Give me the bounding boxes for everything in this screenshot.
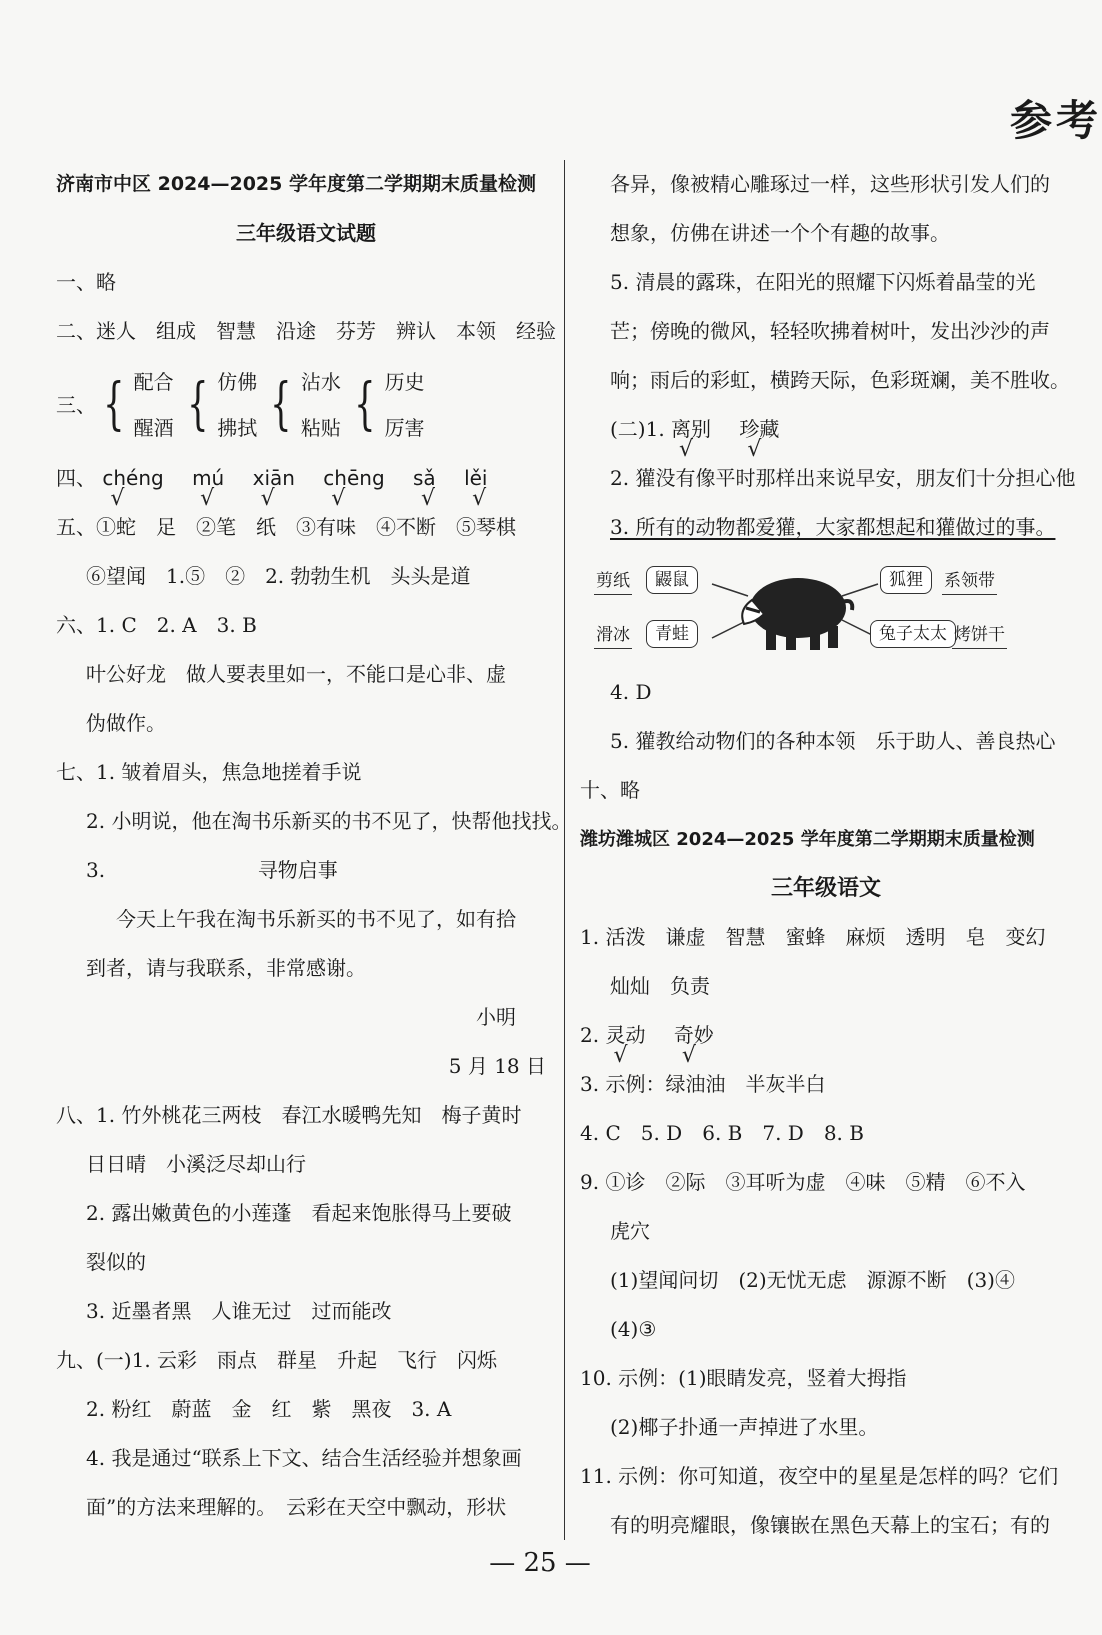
pinyin-text: chēng <box>323 466 385 490</box>
notice-signature: 小明 <box>476 1005 516 1029</box>
diagram-label: 烤饼干 <box>952 622 1007 649</box>
q3-word: 拂拭 <box>217 416 258 440</box>
badger-diagram <box>580 556 1072 664</box>
answer-q9-line1: 九、(一)1. 云彩 雨点 群星 升起 飞行 闪烁 <box>56 1348 498 1372</box>
diagram-tag: 青蛙 <box>646 620 698 648</box>
brace-icon: { <box>270 372 292 437</box>
answer-q3 <box>56 356 556 454</box>
answer-r-line7: 2. 獾没有像平时那样出来说早安，朋友们十分担心他 <box>610 466 1076 490</box>
pinyin-text: mú <box>192 466 225 490</box>
r6-prefix: (二)1. <box>610 417 672 441</box>
answer-s3: 3. 示例：绿油油 半灰半白 <box>580 1072 826 1096</box>
diagram-label: 滑冰 <box>594 622 632 649</box>
q3-pair <box>301 359 341 451</box>
answer-q6-line1: 六、1. C 2. A 3. B <box>56 613 257 637</box>
section2-subtitle: 三年级语文 <box>770 876 881 901</box>
section-title: 济南市中区 2024—2025 学年度第二学期期末质量检测 <box>56 173 536 195</box>
left-column <box>56 160 572 1532</box>
word-item <box>605 1011 646 1068</box>
answer-s1-line2: 灿灿 负责 <box>610 974 710 998</box>
check-icon: √ <box>331 486 346 511</box>
notice-title: 寻物启事 <box>257 858 338 882</box>
check-icon: √ <box>200 486 215 511</box>
q3-word: 历史 <box>384 370 425 394</box>
diagram-tag: 兔子太太 <box>870 620 956 648</box>
answer-q7-line2: 2. 小明说，他在淘书乐新买的书不见了，快帮他找找。 <box>86 809 572 833</box>
answer-s11-line2: 有的明亮耀眼，像镶嵌在黑色天幕上的宝石；有的 <box>610 1513 1050 1537</box>
pinyin-item <box>323 454 385 511</box>
word-item <box>673 1011 714 1068</box>
check-icon: √ <box>613 1043 628 1068</box>
q3-word: 配合 <box>133 370 174 394</box>
answer-q7-line4: 今天上午我在淘书乐新买的书不见了，如有拾 <box>116 907 516 931</box>
q3-pair <box>134 359 174 451</box>
answer-r-line6 <box>580 405 1072 462</box>
notice-date: 5 月 18 日 <box>448 1054 546 1078</box>
answer-r-line4: 芒；傍晚的微风，轻轻吹拂着树叶，发出沙沙的声 <box>610 319 1050 343</box>
answer-r-line10: 5. 獾教给动物们的各种本领 乐于助人、善良热心 <box>610 729 1056 753</box>
q3-word: 仿佛 <box>217 370 258 394</box>
answer-s10-line2: (2)椰子扑通一声掉进了水里。 <box>610 1415 879 1439</box>
answer-q9-line4: 面”的方法来理解的。 云彩在天空中飘动，形状 <box>86 1495 507 1519</box>
answer-s9-line4: (4)③ <box>610 1317 657 1341</box>
q3-word: 醒酒 <box>133 416 174 440</box>
check-icon: √ <box>747 437 762 462</box>
answer-r-line2: 想象，仿佛在讲述一个个有趣的故事。 <box>610 221 950 245</box>
word-text: 奇妙 <box>673 1023 714 1047</box>
q4-prefix: 四、 <box>56 466 96 490</box>
q3-word: 厉害 <box>384 416 425 440</box>
answer-r-line1: 各异，像被精心雕琢过一样，这些形状引发人们的 <box>610 172 1050 196</box>
pinyin-text: xiān <box>252 466 295 490</box>
answer-s9-line2: 虎穴 <box>610 1219 650 1243</box>
q3-word: 沾水 <box>300 370 341 394</box>
answer-q7-line1: 七、1. 皱着眉头，焦急地搓着手说 <box>56 760 362 784</box>
answer-r-line9: 4. D <box>610 680 652 704</box>
answer-r-line5: 响；雨后的彩虹，横跨天际，色彩斑斓，美不胜收。 <box>610 368 1070 392</box>
check-icon: √ <box>110 486 125 511</box>
q3-prefix: 三、 <box>56 392 96 417</box>
q3-pair <box>217 359 257 451</box>
right-column <box>580 160 1076 1550</box>
column-divider <box>564 160 565 1540</box>
answer-q9-line2: 2. 粉红 蔚蓝 金 红 紫 黑夜 3. A <box>86 1397 452 1421</box>
header-title: 参考 <box>1010 96 1102 145</box>
answer-q8-line4: 裂似的 <box>86 1250 146 1274</box>
word-item <box>671 405 712 462</box>
answer-q6-line2: 叶公好龙 做人要表里如一，不能口是心非、虚 <box>86 662 506 686</box>
q3-word: 粘贴 <box>300 416 341 440</box>
page-number: — 25 — <box>489 1548 591 1578</box>
diagram-label: 剪纸 <box>594 568 632 595</box>
brace-icon: { <box>103 372 125 437</box>
pinyin-text: chéng <box>102 466 164 490</box>
answer-q5-line2: ⑥望闻 1.⑤ ② 2. 勃勃生机 头头是道 <box>86 564 471 588</box>
answer-q9-line3: 4. 我是通过“联系上下文、结合生活经验并想象画 <box>86 1446 522 1470</box>
diagram-label: 系领带 <box>942 568 997 595</box>
check-icon: √ <box>472 486 487 511</box>
diagram-tag: 鼹鼠 <box>646 566 698 594</box>
answer-s9-line3: (1)望闻问切 (2)无忧无虑 源源不断 (3)④ <box>610 1268 1015 1292</box>
answer-q8-line1: 八、1. 竹外桃花三两枝 春江水暖鸭先知 梅子黄时 <box>56 1103 522 1127</box>
pinyin-text: lěi <box>464 466 488 490</box>
answer-s9-line1: 9. ①诊 ②际 ③耳听为虚 ④味 ⑤精 ⑥不入 <box>580 1170 1026 1194</box>
section2-title: 潍坊潍城区 2024—2025 学年度第二学期期末质量检测 <box>580 829 1035 850</box>
brace-icon: { <box>354 372 376 437</box>
answer-s4: 4. C 5. D 6. B 7. D 8. B <box>580 1121 864 1145</box>
word-text: 珍藏 <box>739 417 780 441</box>
word-text: 离别 <box>671 417 712 441</box>
pinyin-item <box>192 454 225 511</box>
answer-q2: 二、迷人 组成 智慧 沿途 芬芳 辨认 本领 经验 <box>56 319 556 343</box>
answer-q8-line2: 日日晴 小溪泛尽却山行 <box>86 1152 306 1176</box>
word-text: 灵动 <box>605 1023 646 1047</box>
answer-q7-line3 <box>56 846 556 895</box>
word-item <box>739 405 780 462</box>
section-subtitle: 三年级语文试题 <box>236 221 376 245</box>
answer-q6-line3: 伪做作。 <box>86 711 166 735</box>
badger-illustration <box>730 562 860 658</box>
pinyin-item <box>252 454 295 511</box>
q3-pair <box>385 359 425 451</box>
check-icon: √ <box>421 486 436 511</box>
check-icon: √ <box>679 437 694 462</box>
pinyin-item <box>102 454 164 511</box>
answer-q4 <box>56 454 556 511</box>
answer-s2 <box>580 1011 1072 1068</box>
answer-q5-line1: 五、①蛇 足 ②笔 纸 ③有味 ④不断 ⑤琴棋 <box>56 515 516 539</box>
answer-q7-line5: 到者，请与我联系，非常感谢。 <box>86 956 366 980</box>
answer-q8-line5: 3. 近墨者黑 人谁无过 过而能改 <box>86 1299 392 1323</box>
pinyin-item <box>464 454 488 511</box>
answer-r-line3: 5. 清晨的露珠，在阳光的照耀下闪烁着晶莹的光 <box>610 270 1036 294</box>
check-icon: √ <box>260 486 275 511</box>
answer-s1-line1: 1. 活泼 谦虚 智慧 蜜蜂 麻烦 透明 皂 变幻 <box>580 925 1046 949</box>
diagram-tag: 狐狸 <box>880 566 932 594</box>
q7-num: 3. <box>86 858 106 882</box>
answer-r-line11: 十、略 <box>580 778 640 802</box>
answer-q1: 一、略 <box>56 270 116 294</box>
s2-prefix: 2. <box>580 1023 606 1047</box>
pinyin-item <box>413 454 436 511</box>
pinyin-text: sǎ <box>413 466 436 490</box>
answer-r-line8: 3. 所有的动物都爱獾，大家都想起和獾做过的事。 <box>610 515 1056 539</box>
check-icon: √ <box>681 1043 696 1068</box>
answer-s11-line1: 11. 示例：你可知道，夜空中的星星是怎样的吗？它们 <box>580 1464 1059 1488</box>
answer-s10-line1: 10. 示例：(1)眼睛发亮，竖着大拇指 <box>580 1366 907 1390</box>
answer-q8-line3: 2. 露出嫩黄色的小莲蓬 看起来饱胀得马上要破 <box>86 1201 512 1225</box>
brace-icon: { <box>186 372 209 437</box>
